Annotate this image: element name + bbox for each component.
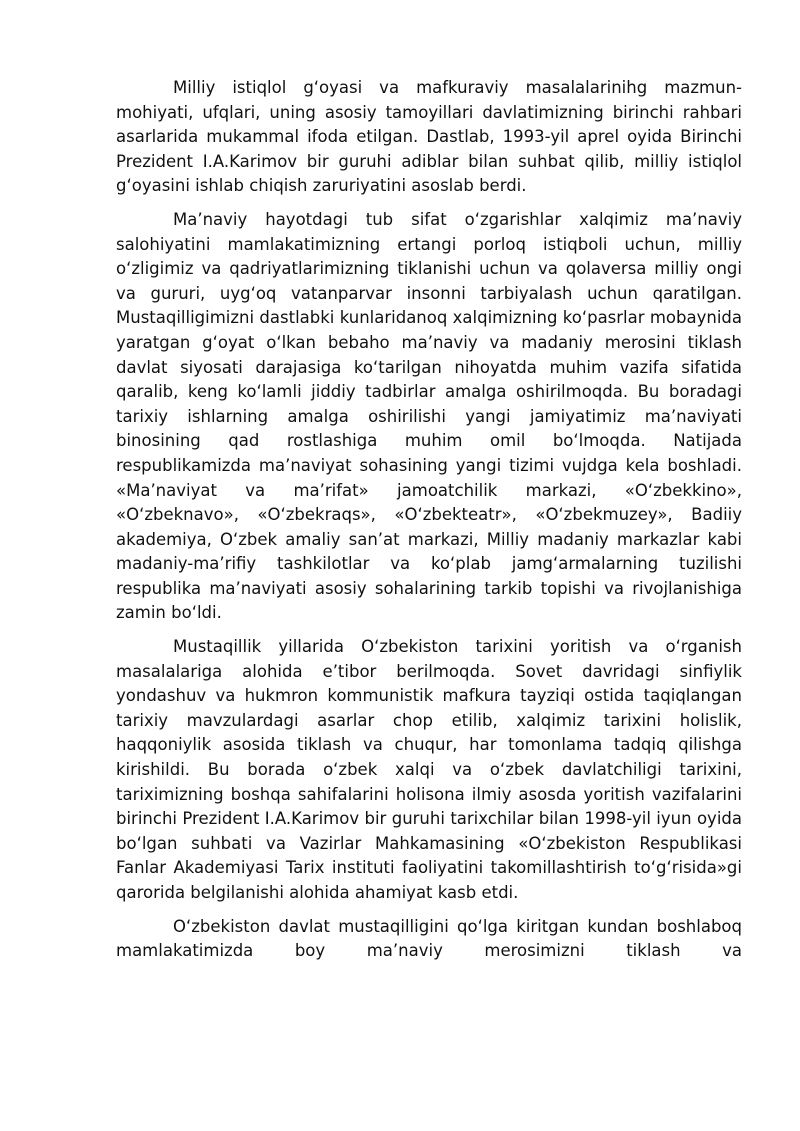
paragraph-1: Milliy istiqlol g‘oyasi va mafkuraviy masalalarinihg mazmun-mohiyati, ufqlari, uning asosiy tamoyillari davlatimizning birinchi rahbari asarlarida mukammal ifoda etilgan. Dastlab, 1993-yil aprel oyida Birinchi Prezident I.A.Karimov bir guruhi adiblar bilan suhbat qilib, milliy istiqlol g‘oyasini ishlab chiqish zaruriyatini asoslab berdi. (116, 78, 742, 196)
document-page (116, 76, 742, 973)
paragraph-4: O‘zbekiston davlat mustaqilligini qo‘lga kiritgan kundan boshlaboq mamlakatimizda boy ma’naviy merosimizni tiklash va (116, 916, 742, 961)
paragraph-2: Ma’naviy hayotdagi tub sifat o‘zgarishlar xalqimiz ma’naviy salohiyatini mamlakatimizning ertangi porloq istiqboli uchun, milliy o‘zligimiz va qadriyatlarimizning tiklanishi uchun va qolaversa milliy ongi va gururi, uyg‘oq vatanparvar insonni tarbiyalash uchun qaratilgan. Mustaqilligimizni dastlabki kunlaridanoq xalqimizning ko‘pasrlar mobaynida yaratgan g‘oyat o‘lkan bebaho ma’naviy va madaniy merosini tiklash davlat siyosati darajasiga ko‘tarilgan nihoyatda muhim vazifa sifatida qaralib, keng ko‘lamli jiddiy tadbirlar amalga oshirilmoqda. Bu boradagi tarixiy ishlarning amalga oshirilishi yangi jamiyatimiz ma’naviyati binosining qad rostlashiga muhim omil bo‘lmoqda. Natijada respublikamizda ma’naviyat sohasining yangi tizimi vujdga kela boshladi. «Ma’naviyat va ma’rifat» jamoatchilik markazi, «O‘zbekkino», «O‘zbeknavo», «O‘zbekraqs», «O‘zbekteatr», «O‘zbekmuzey», Badiiy akademiya, O‘zbek amaliy san’at markazi, Milliy madaniy markazlar kabi madaniy-ma’rifiy tashkilotlar va ko‘plab jamg‘armalarning tuzilishi respublika ma’naviyati asosiy sohalarining tarkib topishi va rivojlanishiga zamin bo‘ldi. (116, 209, 742, 623)
paragraph-3: Mustaqillik yillarida O‘zbekiston tarixini yoritish va o‘rganish masalalariga alohida e’tibor berilmoqda. Sovet davridagi sinfiylik yondashuv va hukmron kommunistik mafkura tayziqi ostida taqiqlangan tarixiy mavzulardagi asarlar chop etilib, xalqimiz tarixini holislik, haqqoniylik asosida tiklash va chuqur, har tomonlama tadqiq qilishga kirishildi. Bu borada o‘zbek xalqi va o‘zbek davlatchiligi tarixini, tariximizning boshqa sahifalarini holisona ilmiy asosda yoritish vazifalarini birinchi Prezident I.A.Karimov bir guruhi tarixchilar bilan 1998-yil iyun oyida bo‘lgan suhbati va Vazirlar Mahkamasining «O‘zbekiston Respublikasi Fanlar Akademiyasi Tarix instituti faoliyatini takomillashtirish to‘g‘risida»gi qarorida belgilanishi alohida ahamiyat kasb etdi. (116, 637, 742, 902)
